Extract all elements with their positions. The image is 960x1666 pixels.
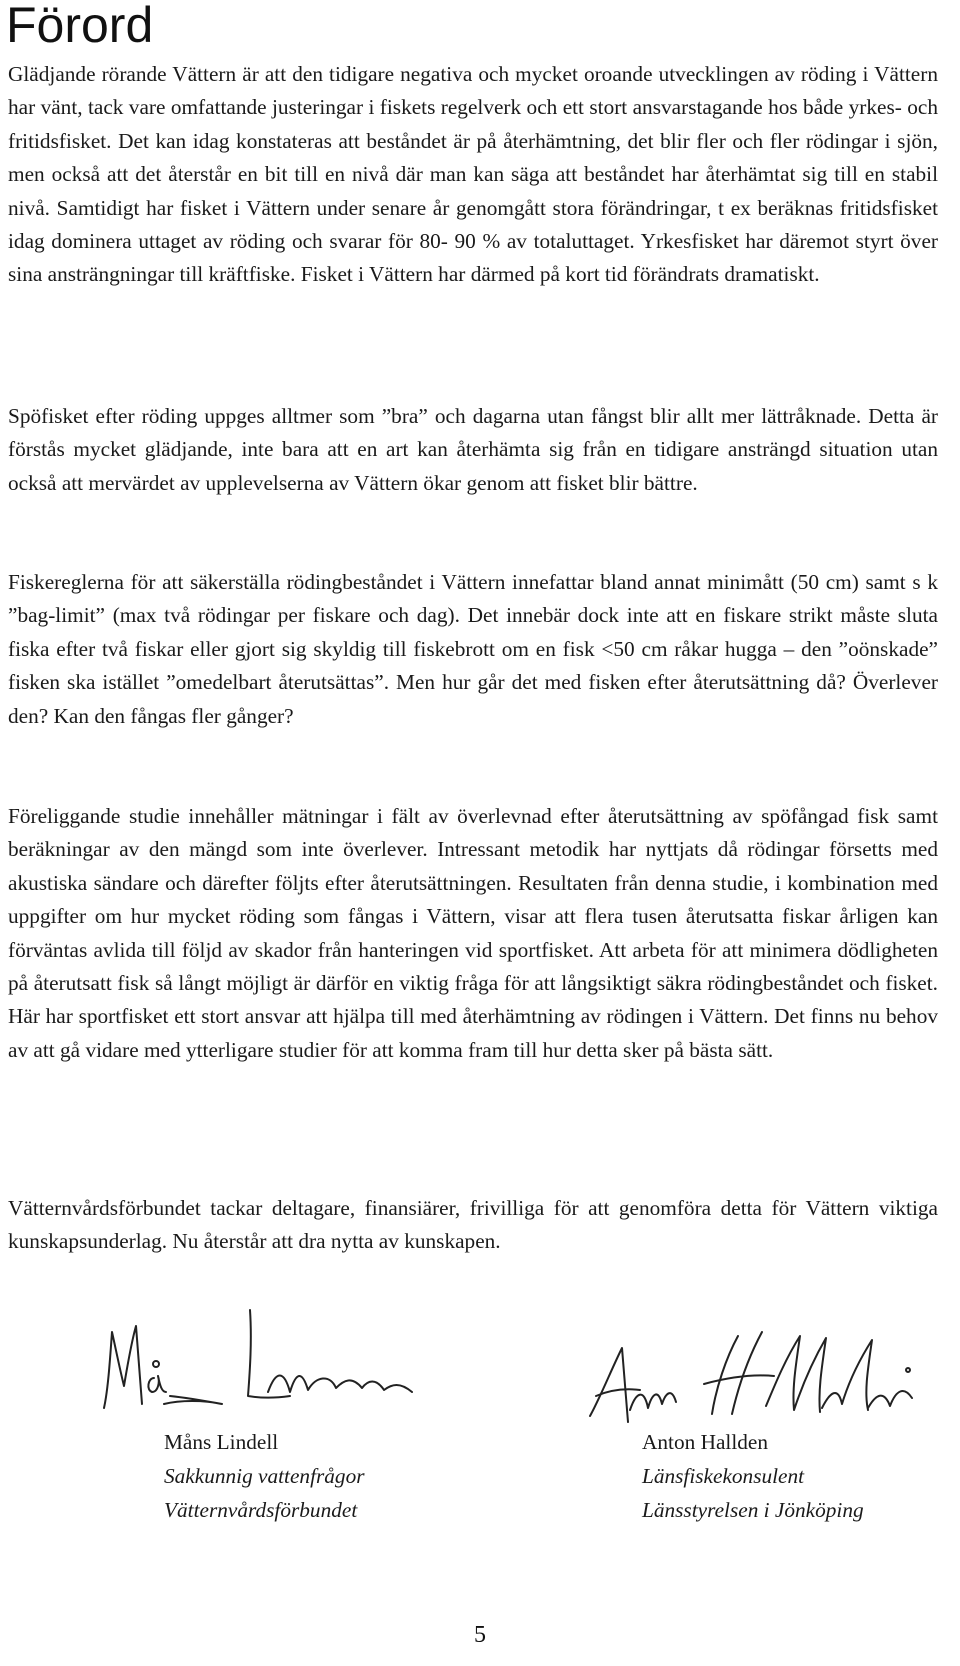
signatory-organization: Vätternvårdsförbundet	[164, 1498, 358, 1522]
paragraph-angling: Spöfisket efter röding uppges alltmer som ”bra” och dagarna utan fångst blir allt mer lättråknade. Detta är förstås mycket glädjande, inte bara att en art kan återhämta sig från en tidigare ansträngd situation utan också att mervärdet av upplevelserna av Vättern ökar genom att fisket blir bättre.	[8, 404, 938, 495]
paragraph-regulations: Fiskereglerna för att säkerställa rödingbeståndet i Vättern innefattar bland annat minimått (50 cm) samt s k ”bag-limit” (max två rödingar per fiskare och dag). Det innebär dock inte att en fiskare strikt måste sluta fiska efter två fiskar eller gjort sig skyldig till fiskebrott om en fisk <50 cm råkar hugga – den ”oönskade” fisken ska istället ”omedelbart återutsättas”. Men hur går det med fisken efter återutsättning då? Överlever den? Kan den fångas fler gånger?	[8, 570, 938, 728]
signature-mans-lindell	[100, 1300, 460, 1430]
page-title: Förord	[6, 0, 154, 53]
signatory-name: Måns Lindell	[164, 1430, 279, 1454]
signature-anton-hallden	[586, 1318, 926, 1438]
signatory-name: Anton Hallden	[642, 1430, 768, 1454]
signatory-left	[164, 1425, 365, 1527]
signatory-organization: Länsstyrelsen i Jönköping	[642, 1498, 864, 1522]
signatory-title: Sakkunnig vattenfrågor	[164, 1464, 365, 1488]
page-number: 5	[474, 1622, 486, 1648]
paragraph-thanks: Vätternvårdsförbundet tackar deltagare, finansiärer, frivilliga för att genomföra detta för Vättern viktiga kunskapsunderlag. Nu återstår att dra nytta av kunskapen.	[8, 1196, 938, 1254]
signatory-right	[642, 1425, 864, 1527]
paragraph-intro: Glädjande rörande Vättern är att den tidigare negativa och mycket oroande utvecklingen av röding i Vättern har vänt, tack vare omfattande justeringar i fiskets regelverk och ett stort ansvarstagande hos både yrkes- och fritidsfisket. Det kan idag konstateras att beståndet är på återhämtning, det blir fler och fler rödingar i sjön, men också att det återstår en bit till en nivå där man kan säga att beståndet har återhämtat sig till en stabil nivå. Samtidigt har fisket i Vättern under senare år genomgått stora förändringar, t ex beräknas fritidsfisket idag dominera uttaget av röding och svarar för 80- 90 % av totaluttaget. Yrkesfisket har däremot styrt över sina ansträngningar till kräftfiske. Fisket i Vättern har därmed på kort tid förändrats dramatiskt.	[8, 62, 938, 287]
paragraph-study: Föreliggande studie innehåller mätningar i fält av överlevnad efter återutsättning av spöfångad fisk samt beräkningar av den mängd som inte överlever. Intressant metodik har nyttjats då rödingar försetts med akustiska sändare och därefter följts efter återutsättningen. Resultaten från denna studie, i kombination med uppgifter om hur mycket röding som fångas i Vättern, visar att flera tusen återutsatta fiskar årligen kan förväntas avlida till följd av skador från hanteringen vid sportfisket. Att arbeta för att minimera dödligheten på återutsatt fisk så långt möjligt är därför en viktig fråga för att långsiktigt säkra rödingbeståndet och fisket. Här har sportfisket ett stort ansvar att hjälpa till med återhämtning av rödingen i Vättern. Det finns nu behov av att gå vidare med ytterligare studier för att komma fram till hur detta sker på bästa sätt.	[8, 804, 938, 1062]
signatory-title: Länsfiskekonsulent	[642, 1464, 805, 1488]
